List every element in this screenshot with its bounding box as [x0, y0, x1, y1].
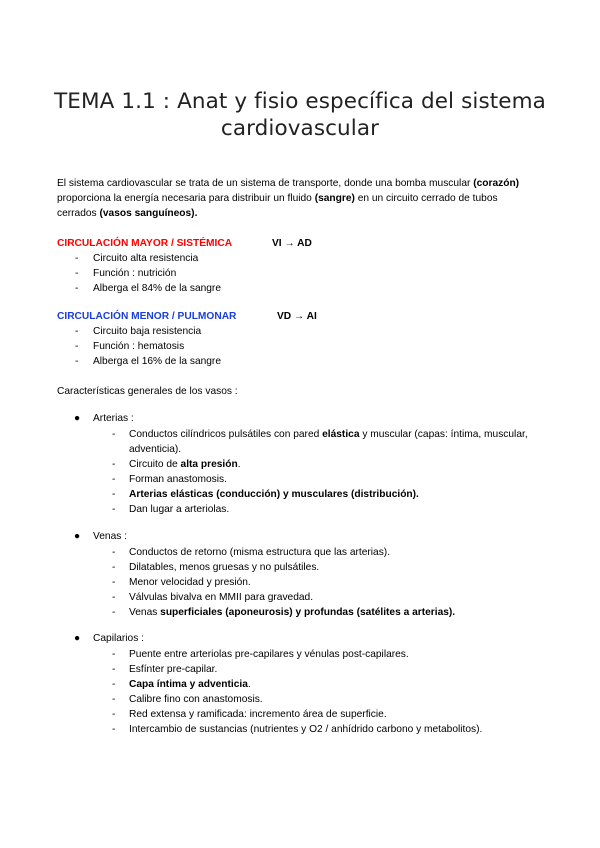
- list-item: - Circuito de alta presión.: [57, 457, 537, 472]
- list-item: - Calibre fino con anastomosis.: [57, 692, 537, 707]
- list-item: - Esfínter pre-capilar.: [57, 662, 537, 677]
- list-item: - Venas superficiales (aponeurosis) y profundas (satélites a arterias).: [57, 605, 537, 620]
- section-circulacion-mayor: [57, 236, 537, 296]
- caracteristicas-heading: Características generales de los vasos :: [57, 386, 238, 397]
- intro-bold-2: (sangre): [314, 193, 355, 204]
- bullet-icon: ●: [74, 633, 81, 644]
- list-item: - Puente entre arteriolas pre-capilares y vénulas post-capilares.: [57, 647, 537, 662]
- list-item: - Función : nutrición: [57, 266, 537, 281]
- circulacion-mayor-list: [57, 251, 537, 296]
- list-item: - Menor velocidad y presión.: [57, 575, 537, 590]
- section-capilares: [57, 631, 537, 737]
- section-circulacion-menor: [57, 309, 537, 369]
- circulacion-menor-heading: CIRCULACIÓN MENOR / PULMONAR: [57, 311, 237, 322]
- list-item: - Arterias elásticas (conducción) y musculares (distribución).: [57, 487, 537, 502]
- intro-bold-3: (vasos sanguíneos).: [99, 208, 198, 219]
- bullet-icon: ●: [74, 531, 81, 542]
- list-item: - Alberga el 16% de la sangre: [57, 354, 537, 369]
- intro-paragraph: [57, 176, 527, 221]
- list-item: - Circuito baja resistencia: [57, 324, 537, 339]
- capilares-label: Capilarios :: [93, 633, 144, 644]
- list-item: - Conductos cilíndricos pulsátiles con pared elástica y muscular (capas: íntima, muscular, adventicia).: [57, 427, 537, 457]
- intro-text-3: en un circuito cerrado de tubos cerrados: [57, 193, 498, 219]
- intro-text-1: El sistema cardiovascular se trata de un sistema de transporte, donde una bomba muscular: [57, 178, 474, 189]
- list-item: - Alberga el 84% de la sangre: [57, 281, 537, 296]
- section-venas: [57, 529, 537, 620]
- list-item: - Circuito alta resistencia: [57, 251, 537, 266]
- circulacion-menor-list: [57, 324, 537, 369]
- intro-text-2: proporciona la energía necesaria para distribuir un fluido: [57, 193, 315, 204]
- list-item: - Dilatables, menos gruesas y no pulsátiles.: [57, 560, 537, 575]
- list-item: - Válvulas bivalva en MMII para gravedad.: [57, 590, 537, 605]
- list-item: - Intercambio de sustancias (nutrientes y O2 / anhídrido carbono y metabolitos).: [57, 722, 537, 737]
- arterias-label: Arterias :: [93, 413, 134, 424]
- bullet-icon: ●: [74, 413, 81, 424]
- list-item: - Capa íntima y adventicia.: [57, 677, 537, 692]
- list-item: - Red extensa y ramificada: incremento área de superficie.: [57, 707, 537, 722]
- circulacion-menor-arrow: VD → AI: [277, 311, 317, 322]
- capilares-list: [57, 647, 537, 737]
- venas-list: [57, 545, 537, 620]
- list-item: - Conductos de retorno (misma estructura que las arterias).: [57, 545, 537, 560]
- intro-bold-1: (corazón): [473, 178, 520, 189]
- page-title: TEMA 1.1 : Anat y fisio específica del sistema cardiovascular: [54, 89, 546, 141]
- arterias-list: [57, 427, 537, 517]
- section-arterias: [57, 411, 537, 517]
- circulacion-mayor-heading: CIRCULACIÓN MAYOR / SISTÉMICA: [57, 238, 233, 249]
- list-item: - Función : hematosis: [57, 339, 537, 354]
- list-item: - Dan lugar a arteriolas.: [57, 502, 537, 517]
- circulacion-mayor-arrow: VI → AD: [272, 238, 312, 249]
- venas-label: Venas :: [93, 531, 127, 542]
- list-item: - Forman anastomosis.: [57, 472, 537, 487]
